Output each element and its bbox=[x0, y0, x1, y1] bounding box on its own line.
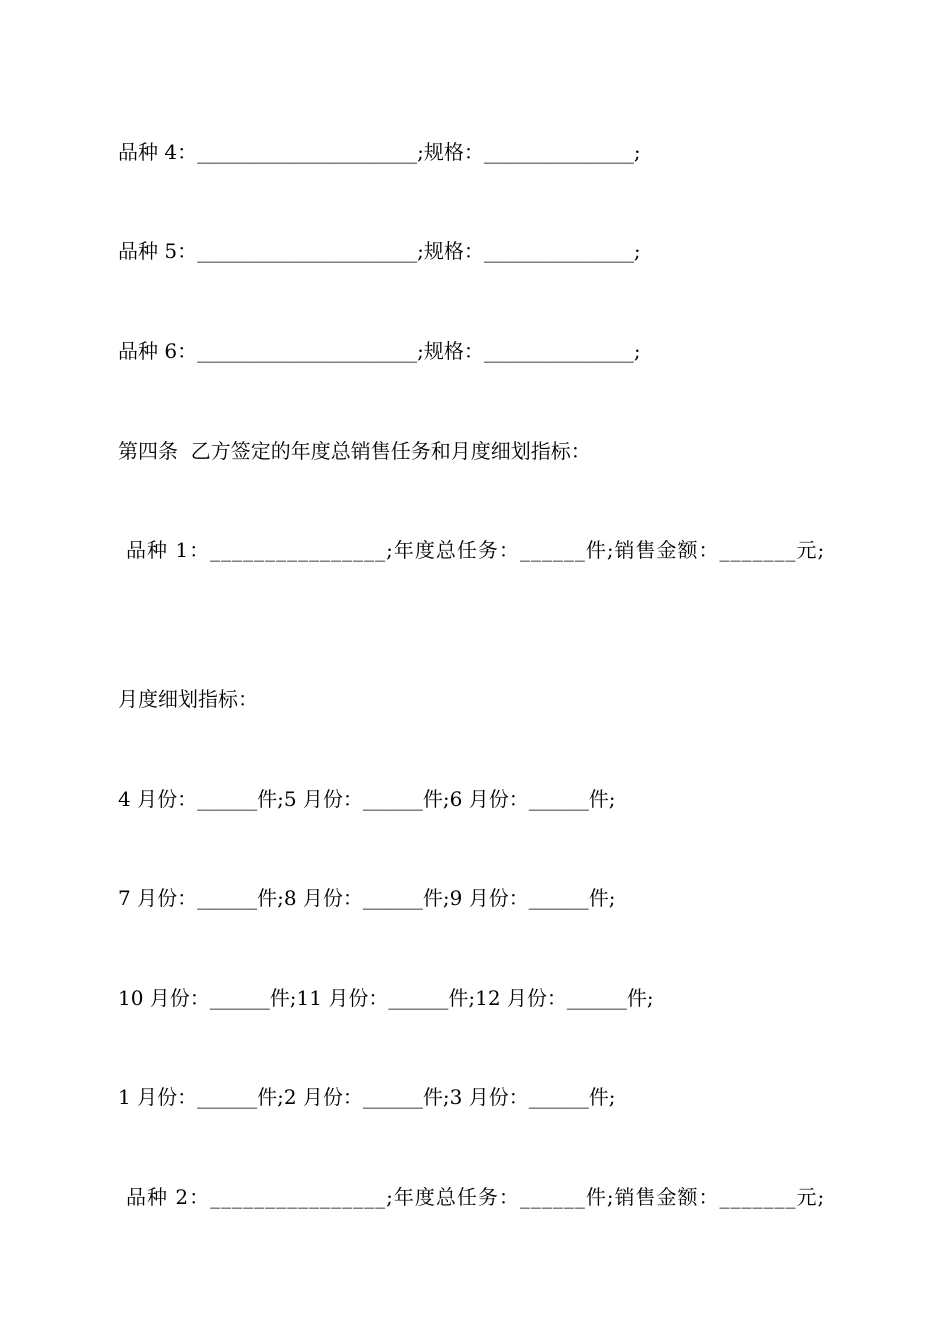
monthly-line-oct-dec: 10 月份：______件;11 月份：______件;12 月份：______件; bbox=[118, 986, 654, 1010]
variety-1-sales-line: 品种 1：________________;年度总任务：______件;销售金额：_______元; bbox=[126, 538, 826, 562]
article-4-heading: 第四条 乙方签定的年度总销售任务和月度细划指标： bbox=[118, 439, 591, 463]
variety-6-spec-line: 品种 6：______________________;规格：_______________; bbox=[118, 339, 641, 363]
variety-5-spec-line: 品种 5：______________________;规格：_______________; bbox=[118, 239, 641, 263]
variety-4-spec-line: 品种 4：______________________;规格：_______________; bbox=[118, 140, 641, 164]
monthly-line-jul-sep: 7 月份：______件;8 月份：______件;9 月份：______件; bbox=[118, 886, 616, 910]
monthly-targets-heading: 月度细划指标： bbox=[118, 687, 258, 711]
monthly-line-apr-jun: 4 月份：______件;5 月份：______件;6 月份：______件; bbox=[118, 787, 616, 811]
monthly-line-jan-mar: 1 月份：______件;2 月份：______件;3 月份：______件; bbox=[118, 1085, 616, 1109]
variety-2-sales-line: 品种 2：________________;年度总任务：______件;销售金额：_______元; bbox=[126, 1185, 826, 1209]
